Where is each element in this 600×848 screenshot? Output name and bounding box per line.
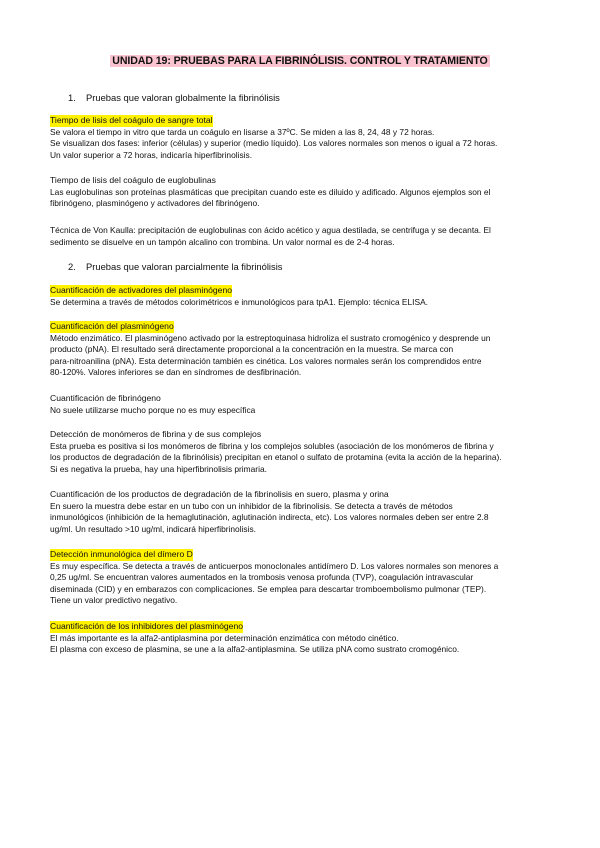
content-block <box>50 393 550 416</box>
section-title: Pruebas que valoran globalmente la fibrinólisis <box>86 92 280 103</box>
block-line: Se determina a través de métodos colorimétricos e inmunológicos para tpA1. Ejemplo: técnica ELISA. <box>50 296 428 307</box>
document-title: UNIDAD 19: PRUEBAS PARA LA FIBRINÓLISIS. CONTROL Y TRATAMIENTO <box>112 55 488 67</box>
block-line: No suele utilizarse mucho porque no es muy específica <box>50 404 256 415</box>
section-number: 1. <box>68 92 76 103</box>
section-title: Pruebas que valoran parcialmente la fibrinólisis <box>86 261 283 272</box>
content-block <box>50 429 550 475</box>
block-line: El más importante es la alfa2-antiplasmina por determinación enzimática con método cinético. <box>50 632 399 643</box>
document-title-row <box>0 56 600 68</box>
block-subtitle: Tiempo de lisis del coágulo de sangre total <box>50 115 213 125</box>
block-subtitle: Cuantificación de activadores del plasminógeno <box>50 285 233 295</box>
block-line: Técnica de Von Kaulla: precipitación de euglobulinas con ácido acético y agua destilada, se centrifuga y se decanta. El <box>50 225 491 235</box>
content-block <box>50 549 550 607</box>
block-subtitle: Cuantificación de fibrinógeno <box>50 393 161 403</box>
block-line: 80-120%. Valores inferiores se dan en síndromes de desfibrinación. <box>50 367 302 378</box>
block-subtitle: Cuantificación de los productos de degradación de la fibrinolisis en suero, plasma y orina <box>50 489 389 499</box>
block-line: Se valora el tiempo in vitro que tarda un coágulo en lisarse a 37ºC. Se miden a las 8, 24, 48 y 72 horas. <box>50 126 435 137</box>
section-heading-2 <box>68 261 282 273</box>
content-block <box>50 115 550 161</box>
block-line: Tiene un valor predictivo negativo. <box>50 595 178 606</box>
content-block <box>50 175 550 210</box>
block-line: producto (pNA). El resultado será directamente proporcional a la concentración en la muestra. Se marca con <box>50 344 454 355</box>
content-block <box>50 489 550 535</box>
block-line: inmunológicos (inhibición de la hemaglutinación, aglutinación indirecta, etc). Los valores normales deben ser entre 2.8 <box>50 512 489 523</box>
block-subtitle: Detección de monómeros de fibrina y de sus complejos <box>50 429 262 439</box>
content-block <box>50 321 550 379</box>
block-line: Es muy específica. Se detecta a través de anticuerpos monoclonales antidímero D. Los valores normales son menores a <box>50 560 499 571</box>
block-line: Las euglobulinas son proteínas plasmáticas que precipitan cuando este es diluido y adificado. Algunos ejemplos son el <box>50 186 491 197</box>
block-line: En suero la muestra debe estar en un tubo con un inhibidor de la fibrinolisis. Se detecta a través de métodos <box>50 500 453 511</box>
content-block <box>50 285 550 308</box>
block-line: El plasma con exceso de plasmina, se une a la alfa2-antiplasmina. Se utiliza pNA como sustrato cromogénico. <box>50 644 460 655</box>
block-line: Método enzimático. El plasminógeno activado por la estreptoquinasa hidroliza el sustrato cromogénico y desprende un <box>50 332 491 343</box>
block-subtitle: Detección inmunológica del dímero D <box>50 549 193 559</box>
block-line: 0,25 ug/ml. Se encuentran valores aumentados en la trombosis venosa profunda (TVP), coagulación intravascular <box>50 572 474 583</box>
block-line: para-nitroanilina (pNA). Esta determinación también es cinética. Los valores normales serán los comprendidos entre <box>50 355 482 366</box>
block-line: Un valor superior a 72 horas, indicaría hiperfibrinolisis. <box>50 149 253 160</box>
block-line: Esta prueba es positiva si los monómeros de fibrina y los complejos solubles (asociación de los monómeros de fibrina y <box>50 440 494 451</box>
block-subtitle: Cuantificación de los inhibidores del plasminógeno <box>50 621 244 631</box>
block-line: ug/ml. Un resultado >10 ug/ml, indicará hiperfibrinolisis. <box>50 523 256 534</box>
block-line: diseminada (CID) y en embarazos con complicaciones. Se emplea para descartar tromboembolismo pulmonar (TEP). <box>50 583 487 594</box>
block-line: Se visualizan dos fases: inferior (células) y superior (medio líquido). Los valores normales son menos o igual a 72 horas. <box>50 138 498 149</box>
section-heading-1 <box>68 92 280 104</box>
block-subtitle: Tiempo de lisis del coágulo de euglobulinas <box>50 175 216 185</box>
section-number: 2. <box>68 261 76 272</box>
block-subtitle: Cuantificación del plasminógeno <box>50 321 174 331</box>
block-line: Si es negativa la prueba, hay una hiperfibrinolisis primaria. <box>50 463 267 474</box>
block-line: sedimento se disuelve en un tampón alcalino con trombina. Un valor normal es de 2-4 horas. <box>50 236 395 247</box>
content-block <box>50 225 550 248</box>
block-line: fibrinógeno, plasminógeno y activadores del fibrinógeno. <box>50 198 260 209</box>
content-block <box>50 621 550 656</box>
block-line: los productos de degradación de la fibrinólisis) precipitan en etanol o sulfato de protamina (evita la acción de la heparina). <box>50 452 502 463</box>
